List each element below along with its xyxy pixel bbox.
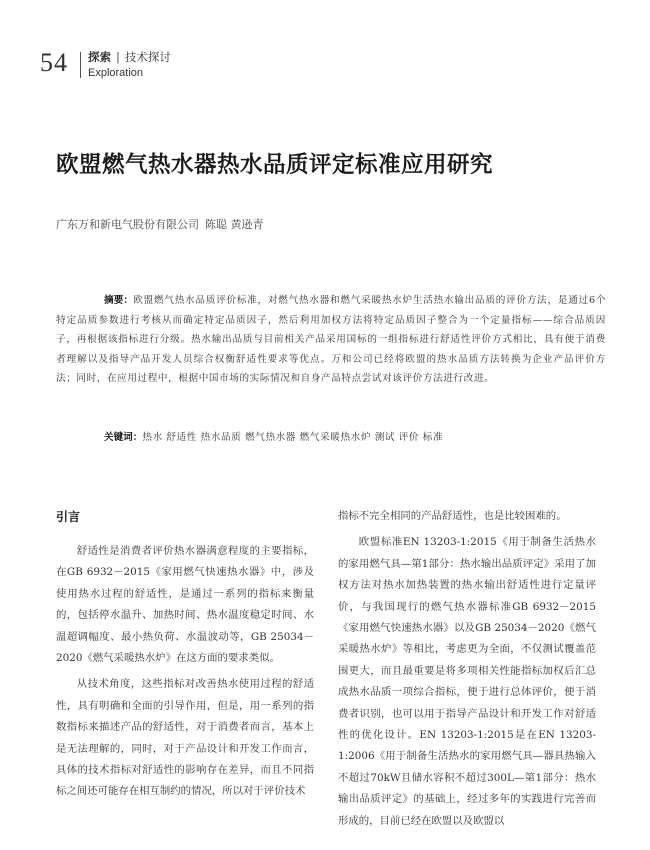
header-divider [80, 52, 81, 78]
keywords-text: 热水 舒适性 热水品质 燃气热水器 燃气采暖热水炉 测试 评价 标准 [142, 432, 444, 443]
section-name-english: Exploration [88, 67, 144, 79]
section-separator: | [116, 50, 120, 64]
body-paragraph: 舒适性是消费者评价热水器满意程度的主要指标，在GB 6932－2015《家用燃气快速热水器》中，涉及使用热水过程的舒适性，是通过一系列的指标来衡量的，包括停水温升、加热时间、热水温度稳定时间、水温超调幅度、最小热负荷、水温波动等，GB 25034－2020《燃气采暖热水炉》在这方面的要求类似。 [56, 545, 314, 665]
page-number: 54 [40, 48, 68, 77]
abstract [56, 291, 606, 389]
keywords-label: 关键词： [104, 432, 143, 443]
body-paragraph: 指标不完全相同的产品舒适性，也是比较困难的。 [338, 510, 567, 522]
body-column-right [338, 506, 596, 832]
affiliation: 广东万和新电气股份有限公司 [56, 218, 199, 231]
subsection-name: 技术探讨 [124, 50, 171, 64]
body-paragraph: 欧盟标准EN 13203-1:2015《用于制备生活热水的家用燃气具—第1部分：热水输出品质评定》采用了加权方法对热水加热装置的热水输出舒适性进行定量评价，与我国现行的燃气热水器标准GB 6932－2015《家用燃气快速热水器》以及GB 25034－2020《燃气采暖热水炉》等相比，考虑更为全面，不仅测试覆盖范围更大，而且最重要是将多项相关性能指标加权后汇总成热水品质一项综合指标，便于进行总体评价，便于消费者识别，也可以用于指导产品设计和开发工作对舒适性的优化设计。EN 13203-1:2015是在EN 13203-1:2006《用于制备生活热水的家用燃气具—器具热输入不超过70kW且储水容积不超过300L—第1部分：热水输出品质评定》的基础上，经过多年的实践进行完善而形成的，目前已经在欧盟以及欧盟以 [338, 536, 596, 827]
section-label [88, 50, 171, 64]
body-column-left [56, 506, 314, 803]
article-title: 欧盟燃气热水器热水品质评定标准应用研究 [56, 152, 494, 178]
section-name: 探索 [88, 50, 111, 64]
author-line [56, 218, 264, 232]
body-paragraph: 从技术角度，这些指标对改善热水使用过程的舒适性，具有明确和全面的引导作用，但是，用一系列的指数指标来描述产品的舒适性，对于消费者而言，基本上是无法理解的，同时，对于产品设计和开发工作而言，具体的技术指标对舒适性的影响存在差异，而且不同指标之间还可能存在相互制约的情况，所以对于评价技术 [56, 678, 314, 798]
section-heading-introduction: 引言 [56, 510, 81, 524]
abstract-text: 欧盟燃气热水品质评价标准，对燃气热水器和燃气采暖热水炉生活热水输出品质的评价方法，是通过6个特定品质参数进行考核从而确定特定品质因子，然后利用加权方法将特定品质因子整合为一个定量指标——综合品质因子，再根据该指标进行分级。热水输出品质与目前相关产品采用国标的一组指标进行舒适性评价方式相比，具有便于消费者理解以及指导产品开发人员综合权衡舒适性要求等优点。万和公司已经将欧盟的热水品质方法转换为企业产品评价方法；同时，在应用过程中，根据中国市场的实际情况和自身产品特点尝试对该评价方法进行改进。 [56, 295, 607, 385]
keywords [56, 430, 606, 446]
author-names: 陈聪 黄逊青 [205, 218, 264, 231]
abstract-label: 摘要： [104, 295, 134, 306]
